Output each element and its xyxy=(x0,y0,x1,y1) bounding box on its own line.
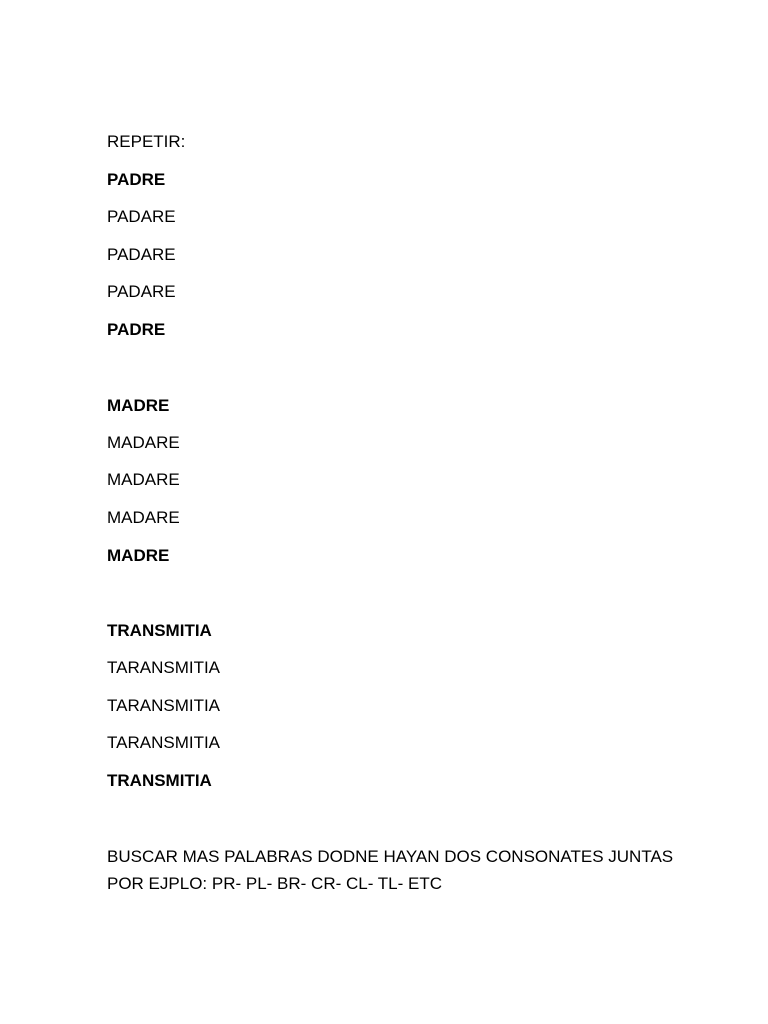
word-variant: PADARE xyxy=(107,207,176,226)
instruction-line: POR EJPLO: PR- PL- BR- CR- CL- TL- ETC xyxy=(107,874,443,893)
word-variant: TARANSMITIA xyxy=(107,658,221,677)
word-variant: MADARE xyxy=(107,508,180,527)
instruction-line: BUSCAR MAS PALABRAS DODNE HAYAN DOS CONSONATES JUNTAS xyxy=(107,847,674,866)
word-bold: PADRE xyxy=(107,320,166,339)
word-bold: TRANSMITIA xyxy=(107,771,212,790)
word-bold: MADRE xyxy=(107,546,170,565)
word-bold: MADRE xyxy=(107,396,170,415)
word-bold: PADRE xyxy=(107,170,166,189)
word-variant: MADARE xyxy=(107,470,180,489)
word-variant: TARANSMITIA xyxy=(107,733,221,752)
word-variant: PADARE xyxy=(107,245,176,264)
word-variant: PADARE xyxy=(107,282,176,301)
heading-repetir: REPETIR: xyxy=(107,132,186,151)
word-variant: TARANSMITIA xyxy=(107,696,221,715)
word-bold: TRANSMITIA xyxy=(107,621,212,640)
word-variant: MADARE xyxy=(107,433,180,452)
